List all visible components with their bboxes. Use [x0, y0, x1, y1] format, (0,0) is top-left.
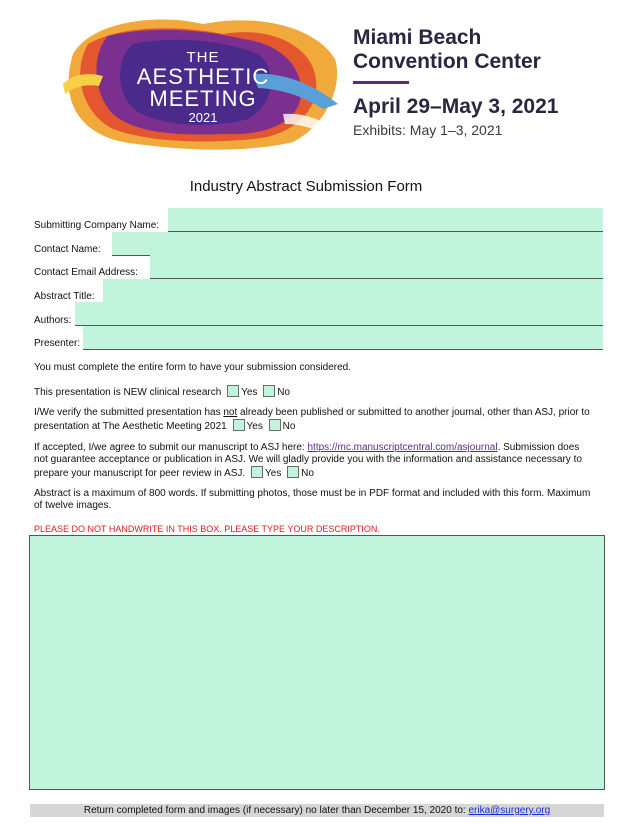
logo-the: THE	[186, 49, 220, 66]
accept-yes-checkbox[interactable]	[251, 466, 263, 478]
verify-statement	[34, 407, 594, 433]
contact-email-label: Contact Email Address:	[34, 267, 138, 278]
logo-year: 2021	[188, 110, 218, 125]
verify-no-checkbox[interactable]	[269, 419, 281, 431]
complete-form-note: You must complete the entire form to have your submission considered.	[34, 362, 352, 373]
new-research-yes-label: Yes	[241, 387, 258, 398]
footer-instructions	[30, 805, 604, 816]
handwrite-warning: PLEASE DO NOT HANDWRITE IN THIS BOX. PLEASE TYPE YOUR DESCRIPTION.	[34, 524, 380, 534]
authors-field[interactable]	[75, 302, 603, 326]
accept-no-label: No	[301, 468, 314, 479]
abstract-title-field[interactable]	[103, 279, 603, 303]
abstract-limits-note: Abstract is a maximum of 800 words. If submitting photos, those must be in PDF format and included with this form. Maximum of twelve images.	[34, 488, 591, 511]
verify-yes-checkbox[interactable]	[233, 419, 245, 431]
verify-text-end: already been published or submitted to another journal, other than ASJ, prior to presentation at The Aesthetic Meeting 2021	[34, 407, 590, 432]
logo-meeting: MEETING	[149, 86, 257, 111]
new-research-no-checkbox[interactable]	[263, 385, 275, 397]
company-name-field[interactable]	[168, 208, 603, 232]
accept-statement	[34, 442, 594, 480]
contact-name-field[interactable]	[112, 232, 603, 256]
abstract-title-label: Abstract Title:	[34, 291, 95, 302]
presenter-field[interactable]	[83, 326, 603, 350]
contact-email-field[interactable]	[150, 255, 603, 279]
venue-name	[353, 26, 613, 74]
footer-email-link[interactable]: erika@surgery.org	[468, 805, 551, 816]
contact-name-label: Contact Name:	[34, 244, 101, 255]
company-name-label: Submitting Company Name:	[34, 220, 160, 231]
accept-yes-label: Yes	[265, 468, 282, 479]
new-research-no-label: No	[277, 387, 290, 398]
accept-no-checkbox[interactable]	[287, 466, 299, 478]
verify-no-label: No	[282, 421, 296, 432]
venue-line-2: Convention Center	[353, 50, 541, 73]
authors-label: Authors:	[34, 315, 72, 326]
new-research-yes-checkbox[interactable]	[227, 385, 239, 397]
venue-line-1: Miami Beach	[353, 26, 482, 49]
verify-text-start: I/We verify the submitted presentation has	[34, 407, 224, 418]
accept-text-start: If accepted, I/we agree to submit our manuscript to ASJ here:	[34, 442, 308, 453]
footer-text: Return completed form and images (if necessary) no later than December 15, 2020 to:	[83, 805, 469, 816]
logo-wordmark	[113, 50, 293, 126]
header-divider	[353, 81, 409, 84]
accept-text-end: . Submission does not guarantee acceptance or publication in ASJ. We will gladly provide you with the information and assistance necessary to prepare your manuscript for peer review in ASJ.	[34, 442, 582, 479]
verify-yes-label: Yes	[246, 421, 263, 432]
exhibit-dates: Exhibits: May 1–3, 2021	[353, 122, 503, 138]
event-dates: April 29–May 3, 2021	[353, 95, 559, 118]
verify-not: not	[223, 407, 238, 418]
form-title: Industry Abstract Submission Form	[189, 178, 423, 195]
logo-aesthetic: AESTHETIC	[136, 64, 270, 89]
new-research-question	[34, 385, 594, 399]
new-research-label: This presentation is NEW clinical research	[34, 387, 222, 398]
description-textarea[interactable]	[29, 535, 605, 790]
manuscript-central-link[interactable]: https://mc.manuscriptcentral.com/asjournal	[307, 442, 498, 453]
aesthetic-meeting-logo	[53, 14, 343, 152]
presenter-label: Presenter:	[34, 338, 81, 349]
